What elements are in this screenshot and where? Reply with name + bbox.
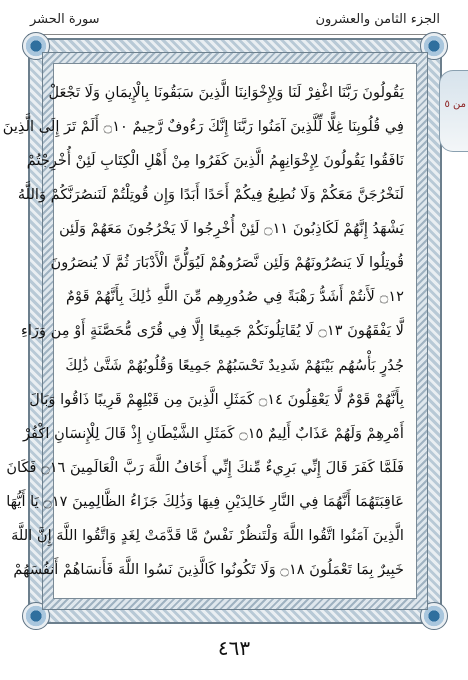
surah-title: سورة الحشر (30, 12, 100, 27)
verse-line: أَمْرِهِمْ وَلَهُمْ عَذَابٌ أَلِيمٌ ۝١٥ كَمَثَلِ الشَّيْطَانِ إِذْ قَالَ لِلْإِنسَانِ اكْفُرْ (23, 424, 404, 442)
verse-line: فَلَمَّا كَفَرَ قَالَ إِنِّي بَرِيءٌ مِّنكَ إِنِّي أَخَافُ اللَّهَ رَبَّ الْعَالَمِينَ ۝١٦ فَكَانَ (6, 458, 404, 476)
verse-line: خَبِيرٌ بِمَا تَعْمَلُونَ ۝١٨ وَلَا تَكُونُوا كَالَّذِينَ نَسُوا اللَّهَ فَأَنسَاهُمْ أَنفُسَهُمْ (13, 560, 404, 578)
verse-line: جُدُرٍ بَأْسُهُم بَيْنَهُمْ شَدِيدٌ تَحْسَبُهُمْ جَمِيعًا وَقُلُوبُهُمْ شَتَّىٰ ذَٰلِكَ (65, 356, 404, 374)
verse-line: لَنَخْرُجَنَّ مَعَكُمْ وَلَا نُطِيعُ فِيكُمْ أَحَدًا أَبَدًا وَإِن قُوتِلْتُمْ لَنَنصُرَنَّكُمْ وَاللَّهُ (17, 186, 404, 204)
verse-line: عَاقِبَتَهُمَا أَنَّهُمَا فِي النَّارِ خَالِدَيْنِ فِيهَا وَذَٰلِكَ جَزَاءُ الظَّالِمِينَ ۝١٧ يَا أَيُّهَا (6, 492, 404, 510)
juz-title: الجزء الثامن والعشرون (315, 12, 440, 27)
verse-line: يَقُولُونَ رَبَّنَا اغْفِرْ لَنَا وَلِإِخْوَانِنَا الَّذِينَ سَبَقُونَا بِالْإِيمَانِ وَلَا تَجْعَلْ (48, 84, 404, 101)
verse-line: يَشْهَدُ إِنَّهُمْ لَكَاذِبُونَ ۝١١ لَئِنْ أُخْرِجُوا لَا يَخْرُجُونَ مَعَهُمْ وَلَئِن (59, 220, 404, 238)
quran-text-panel (2, 63, 417, 599)
verse-line: نَافَقُوا يَقُولُونَ لِإِخْوَانِهِمُ الَّذِينَ كَفَرُوا مِنْ أَهْلِ الْكِتَابِ لَئِنْ أُخْرِجْتُمْ (26, 152, 404, 170)
hizb-marker-tab (439, 70, 468, 152)
verse-line: الَّذِينَ آمَنُوا اتَّقُوا اللَّهَ وَلْتَنظُرْ نَفْسٌ مَّا قَدَّمَتْ لِغَدٍ وَاتَّقُوا اللَّهَ إِنَّ اللَّهَ (11, 526, 404, 544)
verse-line: ۝١٢ لَأَنتُمْ أَشَدُّ رَهْبَةً فِي صُدُورِهِم مِّنَ اللَّهِ ذَٰلِكَ بِأَنَّهُمْ قَوْمٌ (66, 288, 404, 306)
verse-line: بِأَنَّهُمْ قَوْمٌ لَّا يَعْقِلُونَ ۝١٤ كَمَثَلِ الَّذِينَ مِن قَبْلِهِمْ قَرِيبًا ذَاقُوا وَبَالَ (29, 390, 404, 408)
verse-line: لَّا يَفْقَهُونَ ۝١٣ لَا يُقَاتِلُونَكُمْ جَمِيعًا إِلَّا فِي قُرًى مُّحَصَّنَةٍ أَوْ مِن وَرَاءِ (20, 322, 404, 340)
verse-line: قُوتِلُوا لَا يَنصُرُونَهُمْ وَلَئِن نَّصَرُوهُمْ لَيُوَلُّنَّ الْأَدْبَارَ ثُمَّ لَا يُنصَرُونَ (50, 254, 404, 272)
ornamental-frame (2, 38, 442, 624)
page-header (0, 0, 468, 40)
verse-line: فِي قُلُوبِنَا غِلًّا لِّلَّذِينَ آمَنُوا رَبَّنَا إِنَّكَ رَءُوفٌ رَّحِيمٌ ۝١٠ أَلَمْ تَرَ إِلَى الَّذِينَ (2, 118, 404, 136)
header-divider (28, 34, 446, 35)
page-number: ٤٦٣ (217, 636, 251, 660)
frame-inner-border (2, 52, 428, 610)
hizb-marker-label: من ٥ (444, 99, 466, 110)
verse-lines (2, 76, 404, 586)
